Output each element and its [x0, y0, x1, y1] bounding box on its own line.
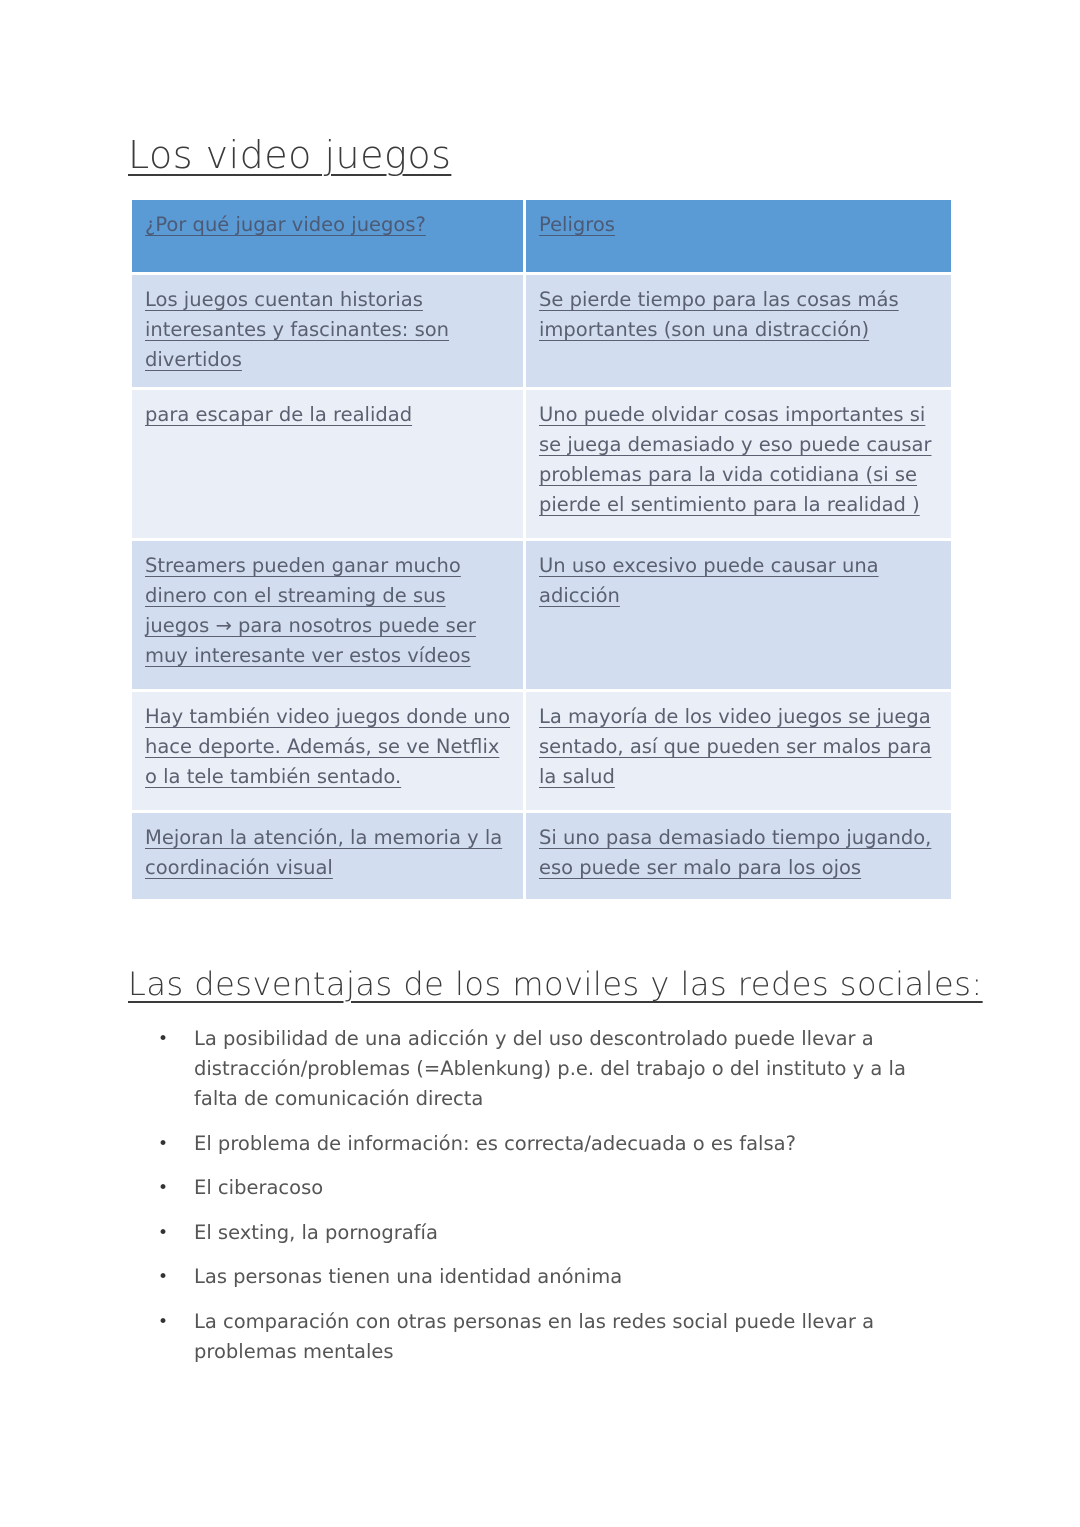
cell-text: Hay también video juegos donde uno hace deporte. Además, se ve Netflix o la tele también sentado.: [145, 705, 511, 788]
table-row: [131, 691, 953, 812]
header-text: ¿Por qué jugar video juegos?: [145, 213, 426, 236]
cell-text: para escapar de la realidad: [145, 403, 413, 426]
cell-text: Se pierde tiempo para las cosas más importantes (son una distracción): [539, 288, 899, 341]
section-title-video-games: Los video juegos: [128, 133, 452, 177]
table-cell-danger: [525, 540, 953, 691]
list-item-text: La posibilidad de una adicción y del uso descontrolado puede llevar a distracción/problemas (=Ablenkung) p.e. del trabajo o del instituto y a la falta de comunicación directa: [194, 1027, 906, 1110]
list-item: [158, 1173, 918, 1203]
bullet-icon: •: [158, 1222, 169, 1243]
list-item-text: La comparación con otras personas en las redes social puede llevar a problemas mentales: [194, 1309, 875, 1363]
bullet-icon: •: [158, 1133, 169, 1154]
table-header-row: [131, 199, 953, 274]
table-cell-danger: [525, 389, 953, 540]
list-item-text: El problema de información: es correcta/adecuada o es falsa?: [194, 1131, 796, 1155]
bullet-icon: •: [158, 1267, 169, 1287]
list-item: [158, 1218, 918, 1248]
table-row: [131, 540, 953, 691]
bullet-icon: •: [158, 1178, 169, 1198]
table-row: [131, 389, 953, 540]
table-cell-danger: [525, 812, 953, 901]
table-cell-reason: [131, 389, 525, 540]
list-item-text: El sexting, la pornografía: [194, 1220, 438, 1244]
disadvantages-list: [158, 1024, 918, 1381]
header-text: Peligros: [539, 213, 615, 236]
list-item-text: El ciberacoso: [194, 1176, 324, 1199]
table-row: [131, 812, 953, 901]
cell-text: Un uso excesivo puede causar una adicción: [539, 554, 879, 607]
table-row: [131, 274, 953, 389]
table-cell-reason: [131, 274, 525, 389]
cell-text: Streamers pueden ganar mucho dinero con el streaming de sus juegos → para nosotros puede ser muy interesante ver estos vídeos: [145, 554, 476, 667]
section-title-disadvantages: Las desventajas de los moviles y las redes sociales:: [128, 965, 983, 1003]
cell-text: Si uno pasa demasiado tiempo jugando, eso puede ser malo para los ojos: [539, 826, 932, 879]
cell-text: Los juegos cuentan historias interesantes y fascinantes: son divertidos: [145, 288, 450, 371]
list-item: [158, 1024, 918, 1114]
cell-text: Mejoran la atención, la memoria y la coordinación visual: [145, 826, 503, 879]
table-cell-reason: [131, 691, 525, 812]
table-cell-danger: [525, 274, 953, 389]
list-item: [158, 1307, 918, 1367]
table-header-dangers: [525, 199, 953, 274]
list-item: [158, 1262, 918, 1292]
video-games-table: [129, 197, 954, 902]
table-cell-danger: [525, 691, 953, 812]
table-cell-reason: [131, 540, 525, 691]
table-cell-reason: [131, 812, 525, 901]
list-item-text: Las personas tienen una identidad anónima: [194, 1265, 623, 1288]
table-header-reasons: [131, 199, 525, 274]
bullet-icon: •: [158, 1311, 169, 1332]
cell-text: Uno puede olvidar cosas importantes si se juega demasiado y eso puede causar problemas para la vida cotidiana (si se pierde el sentimiento para la realidad ): [539, 403, 932, 516]
bullet-icon: •: [158, 1029, 169, 1049]
list-item: [158, 1129, 918, 1159]
cell-text: La mayoría de los video juegos se juega sentado, así que pueden ser malos para la salud: [539, 705, 932, 788]
